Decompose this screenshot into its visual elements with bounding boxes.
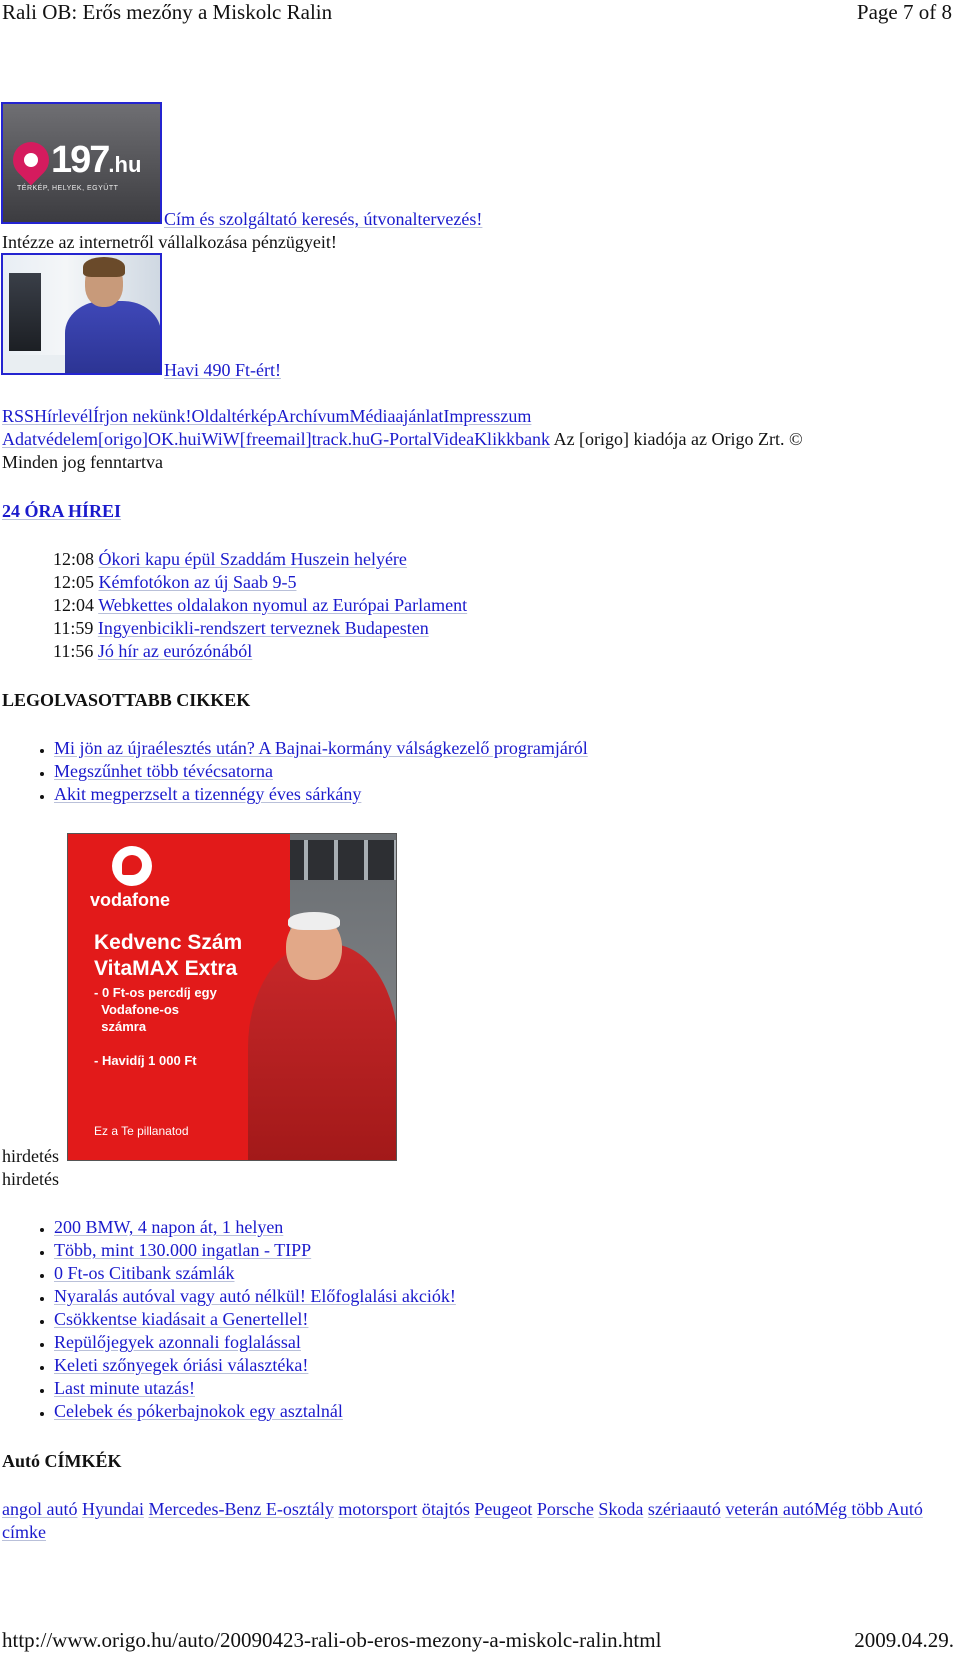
news-link[interactable]: Ingyenbicikli-rendszert terveznek Budapesten	[97, 618, 429, 638]
link-archive[interactable]: Archívum	[276, 406, 350, 426]
promo-link[interactable]: Havi 490 Ft-ért!	[164, 360, 281, 380]
page-number: Page 7 of 8	[856, 0, 952, 24]
news24-item	[53, 571, 296, 594]
news-link[interactable]: Jó hír az eurózónából	[97, 641, 253, 661]
news-time: 12:04	[53, 595, 95, 615]
ad-person-hair	[288, 912, 340, 930]
news-time: 12:05	[53, 572, 95, 592]
sponsored-link[interactable]: Csökkentse kiadásait a Genertellel!	[54, 1309, 309, 1329]
promo-image[interactable]	[1, 253, 162, 375]
tag-link[interactable]: Porsche	[536, 1499, 594, 1519]
tag-link[interactable]: Hyundai	[81, 1499, 144, 1519]
news-time: 11:59	[53, 618, 94, 638]
news-link[interactable]: Webkettes oldalakon nyomul az Európai Parlament	[98, 595, 468, 615]
tag-cloud	[2, 1498, 932, 1544]
list-item	[54, 1262, 456, 1285]
page-url: http://www.origo.hu/auto/20090423-rali-ob-eros-mezony-a-miskolc-ralin.html	[2, 1628, 662, 1652]
news24-item	[53, 640, 252, 663]
vodafone-ad-banner[interactable]	[67, 833, 397, 1161]
list-item	[54, 1331, 456, 1354]
ad-slogan: Ez a Te pillanatod	[94, 1124, 189, 1138]
sponsored-link[interactable]: Keleti szőnyegek óriási választéka!	[54, 1355, 309, 1375]
sponsored-link[interactable]: 0 Ft-os Citibank számlák	[54, 1263, 235, 1283]
tag-link[interactable]: veterán autó	[725, 1499, 814, 1519]
sponsored-link[interactable]: Több, mint 130.000 ingatlan - TIPP	[54, 1240, 312, 1260]
person-hair-graphic	[83, 257, 125, 277]
site-links-row-2	[2, 428, 803, 451]
sponsored-link[interactable]: Repülőjegyek azonnali foglalással	[54, 1332, 301, 1352]
tag-link[interactable]: motorsport	[338, 1499, 418, 1519]
link-newsletter[interactable]: Hírlevél	[34, 406, 94, 426]
person-shirt-graphic	[65, 301, 161, 375]
link-origo[interactable]: [origo]	[97, 429, 148, 449]
link-rss[interactable]: RSS	[2, 406, 35, 426]
link-ok-hu[interactable]: OK.hu	[147, 429, 197, 449]
sponsored-link[interactable]: Celebek és pókerbajnokok egy asztalnál	[54, 1401, 343, 1421]
link-contact[interactable]: Írjon nekünk!	[93, 406, 192, 426]
list-item	[54, 1285, 456, 1308]
tag-link[interactable]: Skoda	[598, 1499, 644, 1519]
most-read-heading: LEGOLVASOTTABB CIKKEK	[2, 690, 251, 710]
link-media-offer[interactable]: Médiaajánlat	[349, 406, 444, 426]
publisher-text: Az [origo] kiadója az Origo Zrt. ©	[550, 429, 803, 449]
tag-link[interactable]: szériaautó	[647, 1499, 721, 1519]
ad-label: hirdetés	[2, 1146, 59, 1166]
link-sitemap[interactable]: Oldaltérkép	[191, 406, 277, 426]
rights-text: Minden jog fenntartva	[2, 452, 163, 472]
monitor-graphic	[9, 273, 41, 351]
sponsored-link[interactable]: Last minute utazás!	[54, 1378, 195, 1398]
news24-item	[53, 548, 407, 571]
print-date: 2009.04.29.	[854, 1628, 954, 1652]
most-read-list	[28, 737, 588, 806]
link-track-hu[interactable]: track.hu	[311, 429, 371, 449]
map-pin-icon	[6, 135, 57, 186]
sponsored-list	[28, 1216, 456, 1423]
news-time: 12:08	[53, 549, 95, 569]
ad-headline: Kedvenc Szám VitaMAX Extra	[94, 931, 243, 980]
sponsored-link[interactable]: Nyaralás autóval vagy autó nélkül! Előfoglalási akciók!	[54, 1286, 456, 1306]
tags-heading: Autó CÍMKÉK	[2, 1451, 122, 1471]
ad-197-link[interactable]: Cím és szolgáltató keresés, útvonaltervezés!	[164, 209, 483, 229]
link-videa[interactable]: Videa	[432, 429, 475, 449]
sponsored-link[interactable]: 200 BMW, 4 napon át, 1 helyen	[54, 1217, 284, 1237]
list-item	[54, 1216, 456, 1239]
tag-link[interactable]: angol autó	[2, 1499, 78, 1519]
list-item	[54, 1377, 456, 1400]
ad-label: hirdetés	[2, 1169, 59, 1189]
news-time: 11:56	[53, 641, 94, 661]
site-links-row-1	[2, 405, 531, 428]
tag-link[interactable]: Peugeot	[474, 1499, 533, 1519]
list-item	[54, 1308, 456, 1331]
list-item	[54, 737, 588, 760]
more-tags-link[interactable]: Még több Autó címke	[2, 1499, 923, 1542]
link-klikkbank[interactable]: Klikkbank	[474, 429, 551, 449]
list-item	[54, 1239, 456, 1262]
news24-item	[53, 617, 429, 640]
tag-link[interactable]: Mercedes-Benz E-osztály	[148, 1499, 334, 1519]
ad-197-brand: 197.hu	[51, 139, 142, 181]
list-item	[54, 1354, 456, 1377]
page-title: Rali OB: Erős mezőny a Miskolc Ralin	[2, 0, 333, 24]
ad-body: - 0 Ft-os percdíj egy Vodafone-os számra - Havidíj 1 000 Ft	[94, 985, 217, 1068]
link-impressum[interactable]: Impresszum	[443, 406, 532, 426]
list-item	[54, 760, 588, 783]
most-read-link[interactable]: Mi jön az újraélesztés után? A Bajnai-kormány válságkezelő programjáról	[54, 738, 588, 758]
list-item	[54, 783, 588, 806]
ad-197-tagline: TÉRKÉP, HELYEK, EGYÜTT	[17, 185, 119, 192]
tag-link[interactable]: ötajtós	[421, 1499, 470, 1519]
list-item	[54, 1400, 456, 1423]
news24-heading[interactable]: 24 ÓRA HÍREI	[2, 501, 122, 521]
link-iwiw[interactable]: iWiW	[196, 429, 240, 449]
link-g-portal[interactable]: G-Portal	[370, 429, 433, 449]
link-privacy[interactable]: Adatvédelem	[2, 429, 98, 449]
vodafone-wordmark: vodafone	[90, 890, 171, 910]
vodafone-logo-icon	[112, 846, 152, 886]
news24-item	[53, 594, 467, 617]
news-link[interactable]: Kémfotókon az új Saab 9-5	[98, 572, 297, 592]
promo-text: Intézze az internetről vállalkozása pénzügyeit!	[2, 232, 337, 252]
news-link[interactable]: Ókori kapu épül Szaddám Huszein helyére	[98, 549, 407, 569]
link-freemail[interactable]: [freemail]	[239, 429, 312, 449]
most-read-link[interactable]: Akit megperzselt a tizennégy éves sárkány	[54, 784, 362, 804]
ad-197-logo[interactable]	[1, 102, 162, 224]
most-read-link[interactable]: Megszűnhet több tévécsatorna	[54, 761, 273, 781]
